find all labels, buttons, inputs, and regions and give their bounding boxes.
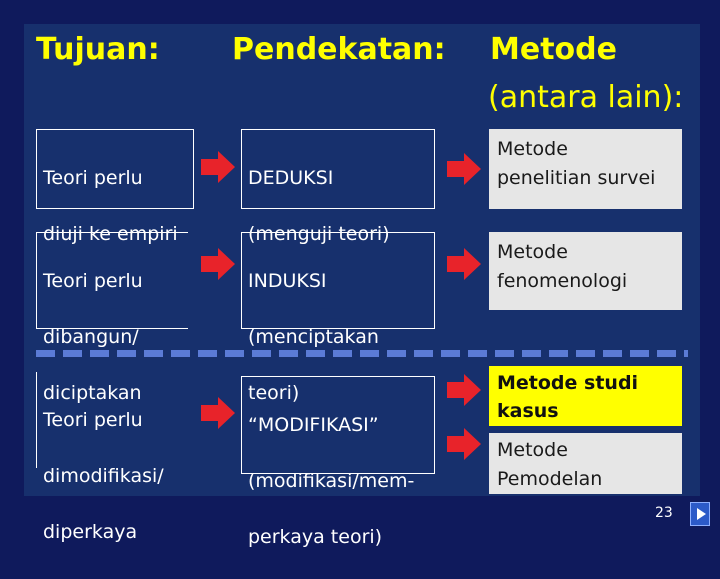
tujuan-box-1 [36,129,194,245]
metode-box-1 [489,129,682,209]
pendekatan-2-line-3: teori) [248,382,300,404]
pendekatan-3-line-1: “MODIFIKASI” [248,414,379,436]
tujuan-2-line-2: dibangun/ [43,326,139,348]
metode-2-line-2: fenomenologi [497,270,628,292]
right-arrow-icon [446,426,482,462]
header-tujuan: Tujuan: [36,32,160,67]
pendekatan-2-line-2: (menciptakan [248,326,379,348]
metode-3a-line-1: Metode studi [497,372,639,394]
pendekatan-3-line-2: (modifikasi/mem- [248,470,415,492]
metode-3b-line-2: Pemodelan [497,468,603,490]
tujuan-2-line-3: diciptakan [43,382,142,404]
page-number: 23 [655,505,673,521]
pendekatan-box-3 [241,376,435,548]
tujuan-2-line-1: Teori perlu [43,270,143,292]
right-arrow-icon [200,395,236,431]
tujuan-3-line-2: dimodifikasi/ [43,465,164,487]
tujuan-3-line-1: Teori perlu [43,409,143,431]
tujuan-1-line-1: Teori perlu [43,167,143,189]
pendekatan-2-line-1: INDUKSI [248,270,327,292]
pendekatan-box-2 [241,232,435,404]
metode-1-line-2: penelitian survei [497,167,656,189]
tujuan-1-line-2: diuji ke empiri [43,223,178,245]
section-divider [36,350,688,357]
tujuan-3-line-3: diperkaya [43,521,138,543]
next-slide-icon [695,507,707,521]
metode-3b-line-1: Metode [497,439,568,461]
metode-3a-line-2: kasus [497,400,559,422]
pendekatan-box-1 [241,129,435,245]
right-arrow-icon [446,246,482,282]
metode-box-3a [489,366,682,426]
metode-box-2 [489,232,682,310]
pendekatan-3-line-3: perkaya teori) [248,526,383,548]
right-arrow-icon [446,151,482,187]
tujuan-box-3 [36,372,186,543]
metode-box-3b [489,433,682,494]
metode-1-line-1: Metode [497,138,568,160]
pendekatan-1-line-1: DEDUKSI [248,167,334,189]
tujuan-box-2 [36,232,188,404]
next-slide-button[interactable] [690,502,710,526]
pendekatan-1-line-2: (menguji teori) [248,223,390,245]
right-arrow-icon [446,372,482,408]
header-metode: Metode [490,32,617,67]
header-pendekatan: Pendekatan: [232,32,446,67]
metode-2-line-1: Metode [497,241,568,263]
right-arrow-icon [200,149,236,185]
header-metode-sub: (antara lain): [488,80,684,115]
right-arrow-icon [200,246,236,282]
